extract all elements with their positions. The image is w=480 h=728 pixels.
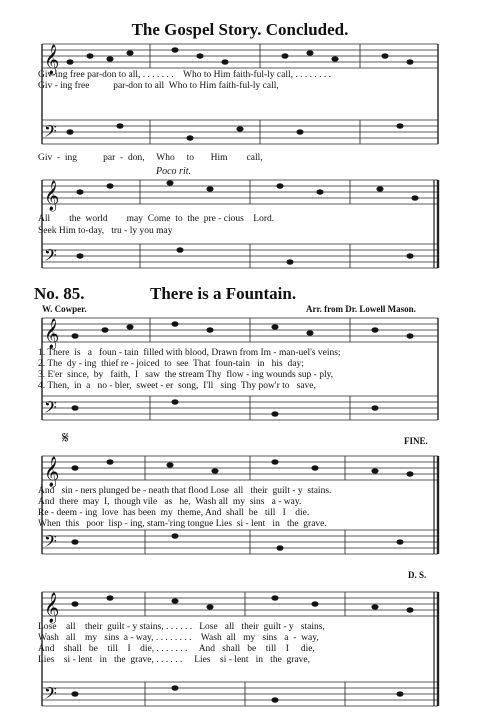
tempo-mark: Poco rit. (156, 166, 191, 177)
bass-clef-icon: 𝄢 (44, 245, 57, 269)
lyric-line: All the world may Come to the pre - cious Lord. (38, 214, 275, 224)
lyric-line: Giv-ing free par-don to all, . . . . . . . Who to Him faith-ful-ly call, . . . . . . . . (38, 70, 332, 80)
lyric-line: Wash all my sins a - way, . . . . . . . . Wash all my sins a - way, (38, 633, 319, 643)
treble-clef-icon: 𝄞 (44, 319, 60, 349)
segno-sign: 𝄋 (62, 430, 69, 447)
lyric-line: 1. There is a foun - tain filled with blood, Drawn from Im - man-uel's veins; (38, 348, 341, 358)
lyric-line: Lies si - lent in the grave, . . . . . . Lies si - lent in the grave, (38, 655, 311, 665)
bass-clef-icon: 𝄢 (44, 397, 57, 421)
lyric-line: When this poor lisp - ing, stam-'ring tongue Lies si - lent in the grave. (38, 519, 327, 529)
lyric-line: And there may I, though vile as he, Wash all my sins a - way. (38, 497, 302, 507)
treble-clef-icon: 𝄞 (44, 457, 60, 487)
lyric-line: Giv - ing par - don, Who to Him call, (38, 153, 263, 163)
ds-mark: D. S. (408, 570, 427, 580)
fine-mark: FINE. (404, 436, 428, 446)
bass-clef-icon: 𝄢 (44, 531, 57, 555)
bass-clef-icon: 𝄢 (44, 121, 57, 145)
page-title: The Gospel Story. Concluded. (131, 20, 349, 39)
lyric-line: And sin - ners plunged be - neath that flood Lose all their guilt - y stains. (38, 486, 332, 496)
treble-clef-icon: 𝄞 (44, 181, 60, 211)
lyric-line: And shall be till I die, . . . . . . . And shall be till I die, (38, 644, 315, 654)
lyric-line: Giv - ing free par-don to all Who to Him faith-ful-ly call, (38, 81, 279, 91)
lyric-line: 4. Then, in a no - bler, sweet - er song, I'll sing Thy pow'r to save, (38, 381, 316, 391)
hymn-title: There is a Fountain. (150, 284, 297, 303)
staff-system-1 (42, 44, 438, 144)
bass-clef-icon: 𝄢 (44, 683, 57, 707)
lyric-line: 3. E'er since, by faith, I saw the stream Thy flow - ing wounds sup - ply, (38, 370, 334, 380)
treble-clef-icon: 𝄞 (44, 593, 60, 623)
music-credit: Arr. from Dr. Lowell Mason. (306, 304, 416, 314)
words-credit: W. Cowper. (42, 304, 87, 314)
lyric-line: 2. The dy - ing thief re - joiced to see That foun-tain in his day; (38, 359, 304, 369)
treble-clef-icon: 𝄞 (44, 45, 60, 75)
lyric-line: Seek Him to-day, tru - ly you may (38, 226, 173, 236)
lyric-line: Re - deem - ing love has been my theme, And shall be till I die. (38, 508, 310, 518)
hymn-number: No. 85. (34, 284, 85, 303)
lyric-line: Lose all their guilt - y stains, . . . . . . Lose all their guilt - y stains, (38, 622, 325, 632)
